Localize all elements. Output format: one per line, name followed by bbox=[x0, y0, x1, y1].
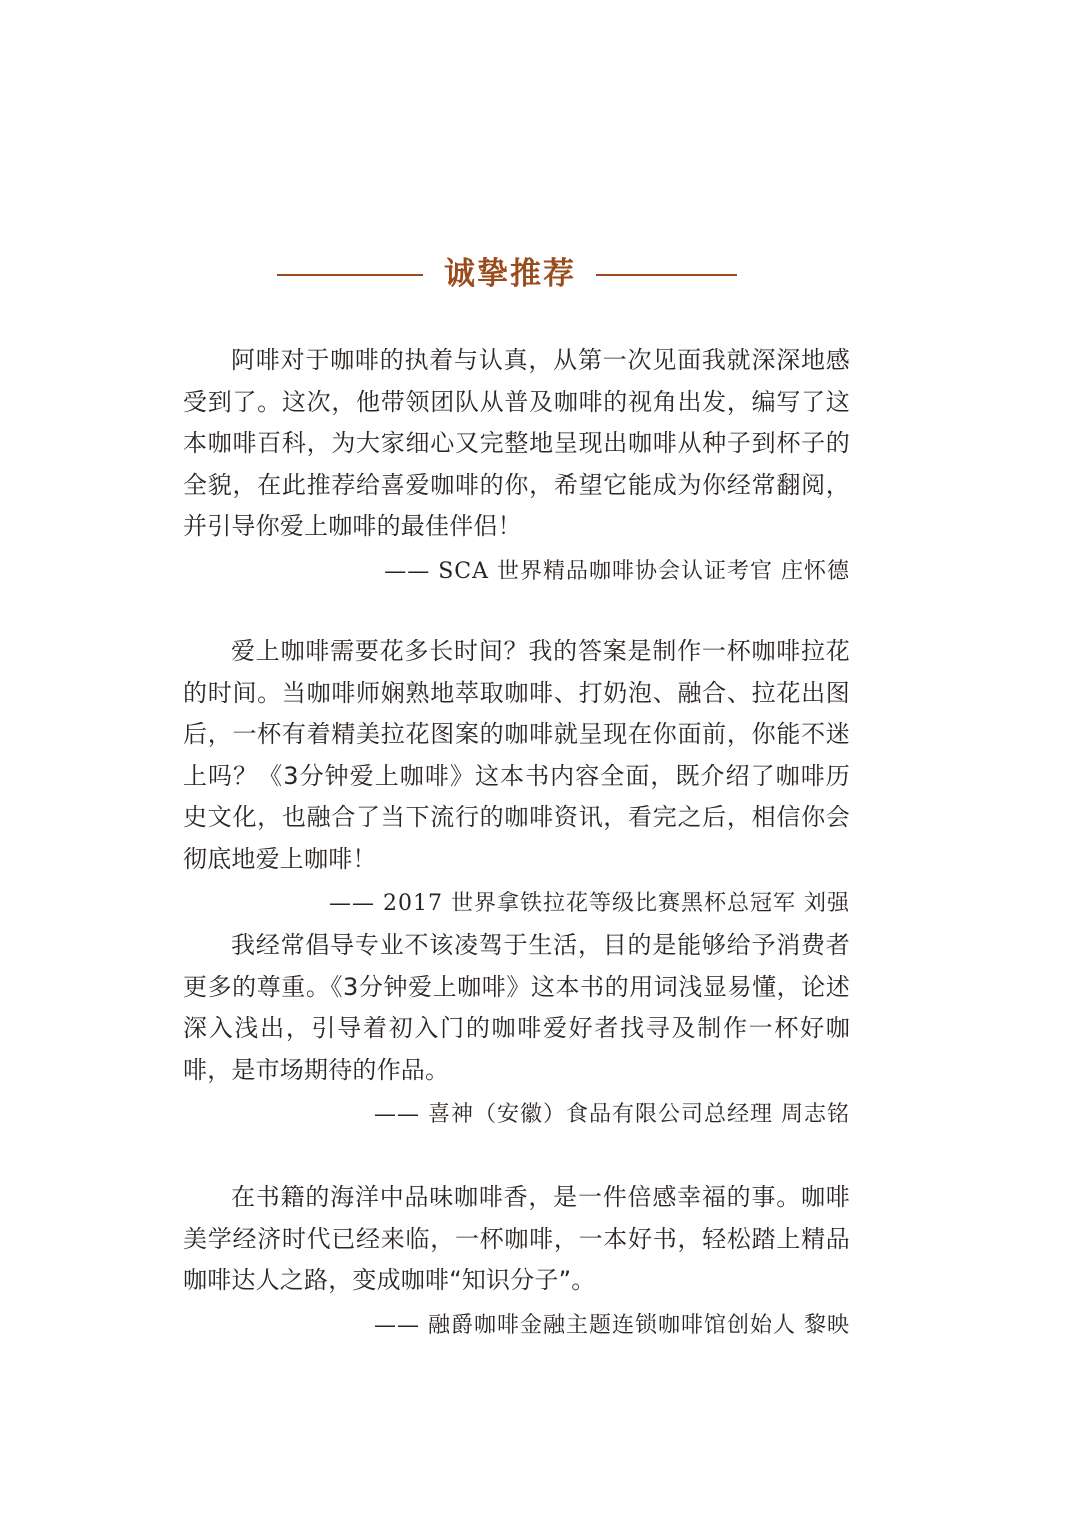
recommendation-text: 爱上咖啡需要花多长时间？我的答案是制作一杯咖啡拉花的时间。当咖啡师娴熟地萃取咖啡、打奶泡、融合、拉花出图后，一杯有着精美拉花图案的咖啡就呈现在你面前，你能不迷上吗？《3分钟爱上咖啡》这本书内容全面，既介绍了咖啡历史文化，也融合了当下流行的咖啡资讯，看完之后，相信你会彻底地爱上咖啡！ bbox=[183, 637, 850, 873]
title-row bbox=[0, 252, 1080, 302]
title-divider-right bbox=[596, 274, 737, 276]
recommendation-4 bbox=[183, 1177, 850, 1344]
title-divider-left bbox=[277, 274, 423, 276]
recommendation-1 bbox=[183, 340, 850, 590]
recommendation-attribution: —— SCA 世界精品咖啡协会认证考官 庄怀德 bbox=[384, 558, 850, 584]
recommendation-attribution: —— 融爵咖啡金融主题连锁咖啡馆创始人 黎映 bbox=[374, 1312, 850, 1338]
recommendation-text: 在书籍的海洋中品味咖啡香，是一件倍感幸福的事。咖啡美学经济时代已经来临，一杯咖啡，一本好书，轻松踏上精品咖啡达人之路，变成咖啡“知识分子”。 bbox=[183, 1183, 850, 1294]
recommendation-text: 阿啡对于咖啡的执着与认真，从第一次见面我就深深地感受到了。这次，他带领团队从普及咖啡的视角出发，编写了这本咖啡百科，为大家细心又完整地呈现出咖啡从种子到杯子的全貌，在此推荐给喜爱咖啡的你，希望它能成为你经常翻阅，并引导你爱上咖啡的最佳伴侣！ bbox=[183, 346, 850, 540]
recommendation-2 bbox=[183, 631, 850, 922]
recommendation-text: 我经常倡导专业不该凌驾于生活，目的是能够给予消费者更多的尊重。《3分钟爱上咖啡》这本书的用词浅显易懂，论述深入浅出，引导着初入门的咖啡爱好者找寻及制作一杯好咖啡，是市场期待的作品。 bbox=[183, 931, 850, 1084]
recommendation-attribution: —— 喜神（安徽）食品有限公司总经理 周志铭 bbox=[374, 1102, 850, 1127]
recommendation-attribution: —— 2017 世界拿铁拉花等级比赛黑杯总冠军 刘强 bbox=[329, 891, 850, 916]
page-title: 诚挚推荐 bbox=[444, 256, 576, 292]
recommendation-3 bbox=[183, 925, 850, 1133]
